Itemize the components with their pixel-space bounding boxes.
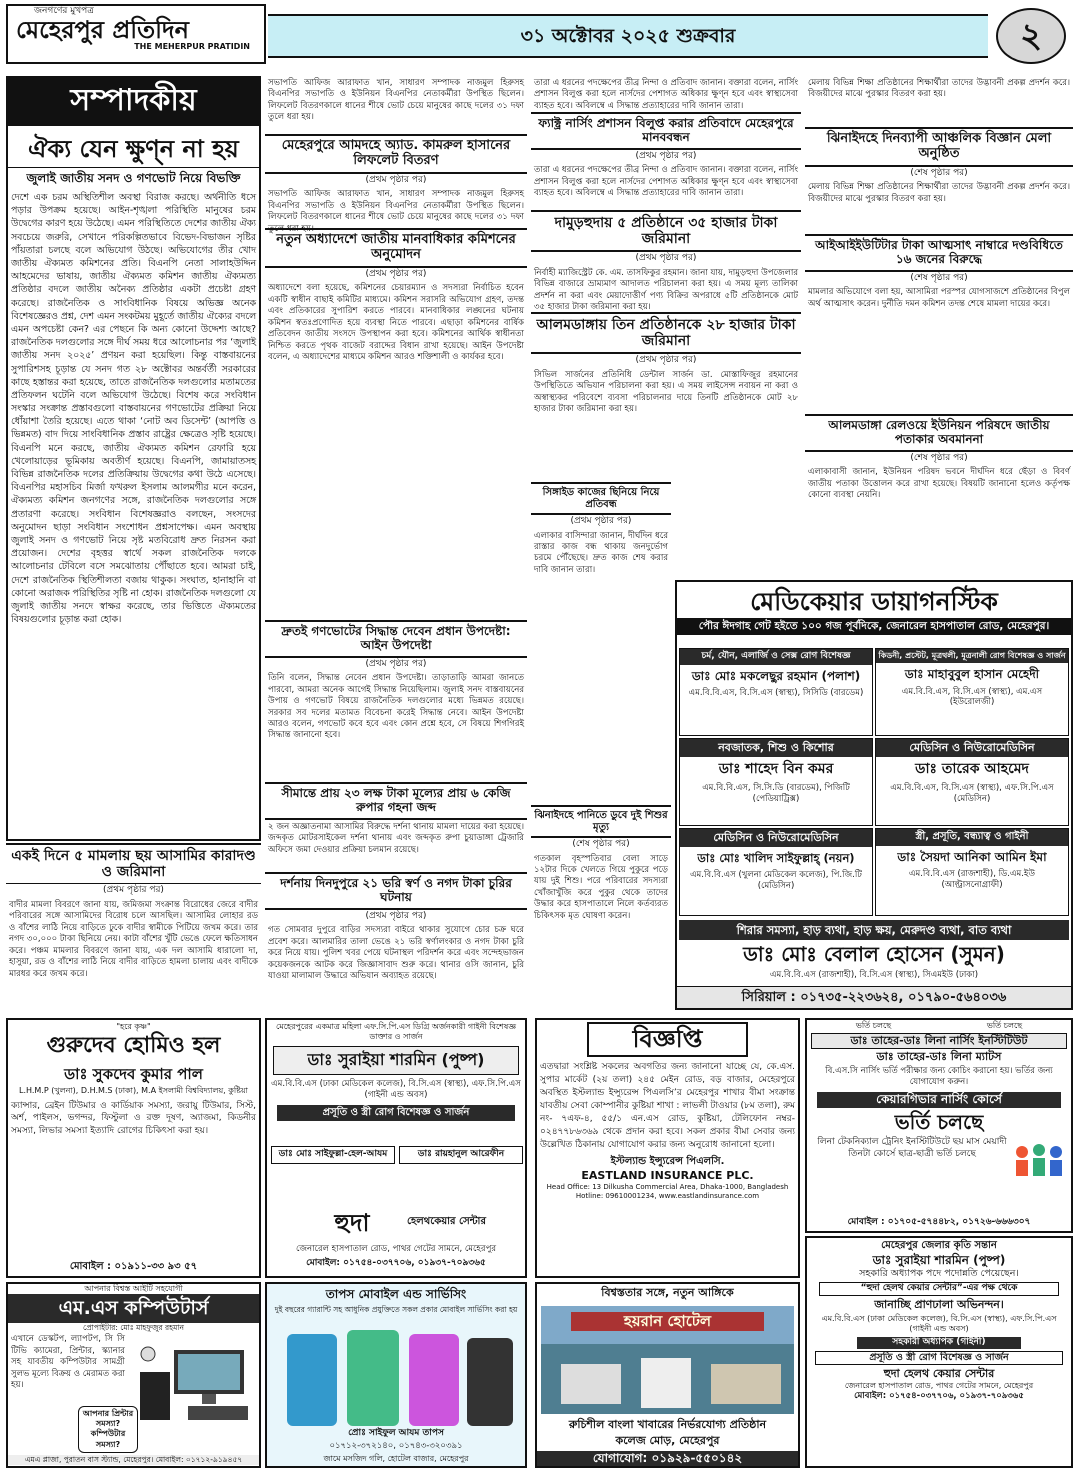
article-headline: আলমডাঙ্গা রেলওয়ে ইউনিয়ন পরিষদে জাতীয় পতাকার অবমাননা: [805, 416, 1073, 452]
news-article: [531, 482, 671, 802]
article-headline: সিঙ্গাইড কাজের ছিনিয়ে নিয়ে প্রতিবন্ধ: [531, 484, 671, 515]
doctor-card: মেডিসিন ও নিউরোমেডিসিন ডাঃ তারেক আহমেদ এম.বি.বি.এস, বি.সি.এস (স্বাস্থ্য), এফ.সি.পি.এস (মেডিসিন): [875, 738, 1069, 826]
news-article: [265, 620, 527, 780]
ad-title: মেডিকেয়ার ডায়াগনস্টিক: [750, 587, 998, 616]
ad-title: তাপস মোবাইল এন্ড সার্ভিসিং: [325, 1287, 467, 1301]
ad-homeo: "হরে কৃষ্ণ" গুরুদেব হোমিও হল ডাঃ সুকদেব কুমার পাল L.H.M.P (খুলনা), D.H.M.S (ঢাকা), M.A ইসলামী বিশ্ববিদ্যালয়, কুষ্টিয়া ক্যান্সার, ব্রেইন টিউমার ও কার্ডিয়াক সমস্যা, জরায়ু টিউমার, সিস্ট, অর্শ, পাইলস, ভগন্দর, ফিস্টুলা ও রক্ত দূষণ, অ্যাজমা, কিডনীর সমস্যা, লিভার সমস্যা ইত্যাদি রোগের চিকিৎসা করা হয়। মোবাইল : ০১৯১১-৩৩ ৯৩ ৫৭: [6, 1018, 261, 1278]
article-byline: (প্রথম পৃষ্ঠার পর): [103, 885, 164, 896]
news-article: [6, 843, 261, 1013]
article-byline: (শেষ পৃষ্ঠার পর): [910, 452, 968, 463]
article-byline: (শেষ পৃষ্ঠার পর): [910, 272, 968, 283]
ad-address: এমএ প্লাজা, পুরাতন বাস স্ট্যান্ড, মেহেরপুর। মোবাইল: ০১৭১২-৯১৯৪৫৭: [8, 1455, 259, 1465]
article-body: তারা এ ধরনের পদক্ষেপের তীব্র নিন্দা ও প্রতিবাদ জানান। বক্তারা বলেন, নার্সিং প্রশাসন বিলুপ্ত করা হলে নার্সদের পেশাগত অধিকার ক্ষুণ্ন হবে এবং স্বাস্থ্যসেবা ব্যাহত হবে। অবিলম্বে এ সিদ্ধান্ত প্রত্যাহারের দাবি জানান তারা।: [534, 78, 798, 111]
doctor-card: কিডনী, প্রস্টেট, মূত্রথলী, মূত্রনালী রোগ বিশেষজ্ঞ ও সার্জন ডাঃ মাহাবুবুল হাসান মেহেদী এম.বি.বি.এস, বি.সি.এস (স্বাস্থ্য), এম.এস (ইউরোলজী): [875, 648, 1069, 736]
ad-title: ডাঃ তাহের-ডাঃ লিনা নার্সিং ইনস্টিটিউট: [811, 1033, 1067, 1049]
hotel-sign: হয়রান হোটেল: [571, 1312, 764, 1331]
article-byline: (প্রথম পৃষ্ঠার পর): [365, 910, 427, 921]
ad-hotel: বিশ্বস্ততার সঙ্গে, নতুন আঙ্গিকে হয়রান হোটেল রুচিশীল বাংলা খাবারের নির্ভরযোগ্য প্রতিষ্ঠান কলেজ মোড়, মেহেরপুর যোগাযোগ: ০১৯২৯-৫৫০১৪২: [535, 1282, 800, 1468]
news-article: [531, 76, 801, 111]
article-headline: সীমান্তে প্রায় ২৩ লক্ষ টাকা মূল্যের প্রায় ৬ কেজি রুপার গহনা জব্দ: [265, 784, 527, 820]
news-article: [265, 134, 527, 234]
ad-congratulations: মেহেরপুর জেলার কৃতি সন্তান ডাঃ সুরাইয়া শারমিন (পুষ্প) সহকারি অধ্যাপক পদে পদোন্নতি পেয়েছেন। “হুদা হেলথ কেয়ার সেন্টার”-এর পক্ষ থেকে জানাচ্ছি প্রাণঢালা অভিনন্দন। এম.বি.বি.এস (ঢাকা মেডিকেল কলেজ), বি.সি.এস (স্বাস্থ্য), এফ.সি.পি.এস (গাইনী এন্ড অবস) সহকারী অধ্যাপক (গাইনী) প্রসূতি ও স্ত্রী রোগ বিশেষজ্ঞ ও সার্জন হুদা হেলথ কেয়ার সেন্টার জেনারেল হাসপাতাল রোড, পাথর গেটের সামনে, মেহেরপুর মোবাইল: ০১৭৫৪-০৩৭৭০৬, ০১৯৩৭-৭০৯৩৬৫: [805, 1236, 1073, 1468]
news-article: [265, 228, 527, 618]
ad-suraiya: মেহেরপুরের একমাত্র মহিলা এফ.সি.পি.এস ডিগ্রি অর্জনকারী গাইনী বিশেষজ্ঞ ডাক্তার ও সার্জন ডাঃ সুরাইয়া শারমিন (পুষ্প) এম.বি.বি.এস (ঢাকা মেডিকেল কলেজ), বি.সি.এস (স্বাস্থ্য), এফ.সি.পি.এস (গাইনী এন্ড অবস) প্রসূতি ও স্ত্রী রোগ বিশেষজ্ঞ ও সার্জন ডাঃ মোঃ সাইফুল্লা-হেল-আযম ডাঃ রায়হানুল আরেফীন হুদা হেলথকেয়ার সেন্টার জেনারেল হাসপাতাল রোড, পাথর গেটের সামনে, মেহেরপুর মোবাইল: ০১৭৫৪-০৩৭৭০৬, ০১৯৩৭-৭০৯৩৬৫: [265, 1018, 527, 1278]
ad-doctor-name: ডাঃ সুকদেব কুমার পাল: [64, 1064, 203, 1083]
article-body: গত সোমবার দুপুরে বাড়ির সদস্যরা বাইরে থাকার সুযোগে চোর চক্র ঘরে প্রবেশ করে। আলমারির তালা ভেঙে ২১ ভরি স্বর্ণালংকার ও নগদ টাকা চুরি করে নিয়ে যায়। পুলিশ খবর পেয়ে ঘটনাস্থল পরিদর্শন করে এবং সন্দেহভাজন কয়েকজনকে আটক করে জিজ্ঞাসাবাদ শুরু করে। থানার ওসি জানান, চুরি যাওয়া মালামাল উদ্ধারে অভিযান অব্যাহত রয়েছে।: [268, 925, 524, 981]
ad-nursing: ভর্তি চলছে ভর্তি চলছে ডাঃ তাহের-ডাঃ লিনা নার্সিং ইনস্টিটিউট ডাঃ তাহের-ডাঃ লিনা ম্যাটস বি.এস.সি নার্সিং ভর্তি পরীক্ষার জন্য কোচিং করানো হয়। ভর্তির জন্য যোগাযোগ করুন। কেয়ারগিভার নার্সিং কোর্সে ভর্তি চলছে লিনা টেকনিক্যাল ট্রেনিং ইনস্টিটিউটে ছয় মাস মেয়াদী তিনটা কোর্সে ছাত্র-ছাত্রী ভর্তি চলছে মোবাইল : ০১৭০৫-৫৭৪৪৮২, ০১৭২৬-৬৬৬৩০৭: [805, 1018, 1073, 1233]
article-body: সভাপতি আফিজ আরাফাত খান, সাধারণ সম্পাদক নাজমুল হিরুসহ বিএনপির সভাপতি ও ইউনিয়ন বিএনপির নেতাকর্মীরা উপস্থিত ছিলেন। লিফলেট বিতরণকালে ধানের শীষে ভোট চেয়ে মানুষের কাছে দলের ৩১ দফা তুলে ধরা হয়।: [268, 189, 524, 234]
ad-mobile: তাপস মোবাইল এন্ড সার্ভিসিং দুই বছরের গ্যারান্টি সহ আধুনিক প্রযুক্তিতে সকল প্রকার মোবাইল সার্ভিসিং করা হয় প্রোঃ সাইফুল আযম তাপস ০১৭১২-৩৭২১৪০, ০১৭৪৩-৩২০৩৯১ জামে মসজিদ গলি, হোটেল বাজার, মেহেরপুর: [265, 1282, 527, 1468]
masthead-subtitle: THE MEHERPUR PRATIDIN: [134, 41, 250, 51]
article-body: বাদীর মামলা বিবরণে জানা যায়, জমিজমা সংক্রান্ত বিরোধের জেরে বাদীর পরিবারের সঙ্গে আসামিদের বিরোধ চলে আসছিল। আসামির লোহার রড ও বাঁশের লাঠি নিয়ে বাড়িতে ঢুকে বাদীর স্বামীকে পিটিয়ে জখম করে। তার নগদ ৩০,০০০ টাকা ছিনিয়ে নেয়। কাটা বাঁশের খুঁটি ভেঙে ফেলে ক্ষতিসাধন করে। পঞ্চম মামলার বিবরণে জানা যায়, এক দল আসামি ধারালো দা, হাসুয়া, রড ও বাঁশের লাঠি নিয়ে বাদীর বাড়িতে হামলা চালায় এবং বাদীকে মারধর করে জখম করে।: [9, 899, 258, 979]
article-body: অধ্যাদেশে বলা হয়েছে, কমিশনের চেয়ারম্যান ও সদস্যরা নির্বাচিত হবেন একটি স্বাধীন বাছাই কমিটির মাধ্যমে। কমিশন সরাসরি অভিযোগ গ্রহণ, তদন্ত এবং প্রতিকারের সুপারিশ করতে পারবে। মানবাধিকার লঙ্ঘনের ঘটনায় কমিশন স্বতঃপ্রণোদিত হয়ে ব্যবস্থা নিতে পারবে। এছাড়া কমিশনের বার্ষিক প্রতিবেদন জাতীয় সংসদে উপস্থাপন করা হবে। কমিশনের আর্থিক স্বাধীনতা নিশ্চিত করতে পৃথক বাজেট বরাদ্দের বিধান রাখা হয়েছে। আইন উপদেষ্টা বলেন, এ অধ্যাদেশের মাধ্যমে কমিশন আরও শক্তিশালী ও কার্যকর হবে।: [268, 283, 524, 363]
ad-doctor-name: ডাঃ মোঃ বেলাল হোসেন (সুমন): [743, 942, 1005, 966]
ad-phone: ০১৭১২-৩৭২১৪০, ০১৭৪৩-৩২০৩৯১: [329, 1441, 463, 1452]
people-logo-icon: [1012, 1140, 1067, 1180]
article-headline: ফ্যাক্ট্র নার্সিং প্রশাসন বিলুপ্ত করার প্রতিবাদে মেহেরপুরে মানববন্ধন: [531, 114, 801, 150]
news-article: [805, 127, 1073, 232]
article-body: এলাকাবাসী জানান, ইউনিয়ন পরিষদ ভবনে দীর্ঘদিন ধরে ছেঁড়া ও বিবর্ণ জাতীয় পতাকা উত্তোলন করে রাখা হয়েছে। বিষয়টি জানানো হলেও কর্তৃপক্ষ কোনো ব্যবস্থা নেয়নি।: [808, 467, 1070, 501]
article-headline: একই দিনে ৫ মামলায় ছয় আসামির কারাদণ্ড ও জরিমানা: [6, 843, 261, 884]
article-byline: (প্রথম পৃষ্ঠার পর): [570, 516, 632, 526]
article-byline: (প্রথম পৃষ্ঠার পর): [635, 253, 697, 264]
ad-brand: EASTLAND INSURANCE PLC.: [581, 1168, 754, 1182]
doctor-card: স্ত্রী, প্রসূতি, বন্ধ্যাত্ব ও গাইনী ডাঃ সৈয়দা আনিকা আমিন ইমা এম.বি.বি.এস (রাজশাহী), ডি.এম.ইউ (আল্ট্রাসনোগ্রাফী): [875, 828, 1069, 916]
article-body: ২ জন অজ্ঞাতনামা আসামির বিরুদ্ধে দর্শনা থানায় মামলা দায়ের করা হয়েছে। জব্দকৃত মোটরসাইকেল দর্শনা থানায় এবং জব্দকৃত রুপা চুয়াডাঙ্গা ট্রেজারি অফিসে জমা দেওয়ার প্রক্রিয়া চলমান রয়েছে।: [268, 821, 524, 855]
article-headline: দামুড়হুদায় ৫ প্রতিষ্ঠানে ৩৫ হাজার টাকা জরিমানা: [531, 212, 801, 252]
ad-address: পৌর ঈদগাহ গেট হইতে ১০০ গজ পূর্বদিকে, জেনারেল হাসপাতাল রোড, মেহেরপুর।: [677, 618, 1071, 635]
ad-medicare-diagnostic: মেডিকেয়ার ডায়াগনস্টিক পৌর ঈদগাহ গেট হইতে ১০০ গজ পূর্বদিকে, জেনারেল হাসপাতাল রোড, মেহেরপুর। চর্ম, যৌন, এলার্জি ও সেক্স রোগ বিশেষজ্ঞ ডাঃ মোঃ মকলেছুর রহমান (পলাশ) এম.বি.বি.এস, বি.সি.এস (স্বাস্থ্য), সিসিডি (বারডেম) কিডনী, প্রস্টেট, মূত্রথলী, মূত্রনালী রোগ বিশেষজ্ঞ ও সার্জন ডাঃ মাহাবুবুল হাসান মেহেদী এম.বি.বি.এস, বি.সি.এস (স্বাস্থ্য), এম.এস (ইউরোলজী) নবজাতক, শিশু ও কিশোর ডাঃ শাহেদ বিন কমর এম.বি.বি.এস, সি.সি.ডি (বারডেম), পিজিটি (পেডিয়াট্রিক্স) মেডিসিন ও নিউরোমেডিসিন ডাঃ তারেক আহমেদ এম.বি.বি.এস, বি.সি.এস (স্বাস্থ্য), এফ.সি.পি.এস (মেডিসিন) মেডিসিন ও নিউরোমেডিসিন ডাঃ মোঃ খালিদ সাইফুল্লাহ্ (নয়ন) এম.বি.বি.এস (খুলনা মেডিকেল কলেজ), পি.জি.টি (মেডিসিন) স্ত্রী, প্রসূতি, বন্ধ্যাত্ব ও গাইনী ডাঃ সৈয়দা আনিকা আমিন ইমা এম.বি.বি.এস (রাজশাহী), ডি.এম.ইউ (আল্ট্রাসনোগ্রাফী) শিরার সমস্যা, হাড় ব্যথা, হাড় ক্ষয়, মেরুদণ্ড ব্যথা, বাত ব্যথা ডাঃ মোঃ বেলাল হোসেন (সুমন) এম.বি.বি.এস (রাজশাহী), বি.সি.এস (স্বাস্থ্য), সিএমইউ (ঢাকা) সিরিয়াল : ০১৭৩৫-২২৩৬২৪, ০১৭৯০-৫৬৪০৩৬: [675, 580, 1073, 1010]
date-bar: [268, 14, 988, 58]
phones-icon: [277, 1328, 517, 1428]
ad-phone: যোগাযোগ: ০১৯২৯-৫৫০১৪২: [537, 1451, 798, 1466]
article-headline: দ্রুতই গণভোটের সিদ্ধান্ত দেবেন প্রধান উপদেষ্টা: আইন উপদেষ্টা: [265, 622, 527, 658]
news-article: [805, 414, 1073, 576]
ad-phone: মোবাইল : ০১৯১১-৩৩ ৯৩ ৫৭: [69, 1261, 198, 1273]
doctor-card: চর্ম, যৌন, এলার্জি ও সেক্স রোগ বিশেষজ্ঞ ডাঃ মোঃ মকলেছুর রহমান (পলাশ) এম.বি.বি.এস, বি.সি.এস (স্বাস্থ্য), সিসিডি (বারডেম): [679, 648, 873, 736]
article-body: মেলায় বিভিন্ন শিক্ষা প্রতিষ্ঠানের শিক্ষার্থীরা তাদের উদ্ভাবনী প্রকল্প প্রদর্শন করে। বিজয়ীদের মাঝে পুরস্কার বিতরণ করা হয়।: [808, 182, 1070, 204]
article-headline: আলমডাঙ্গায় তিন প্রতিষ্ঠানকে ২৮ হাজার টাকা জরিমানা: [531, 314, 801, 354]
ad-phone: মোবাইল: ০১৭৫৪-০৩৭৭০৬, ০১৯৩৭-৭০৯৩৬৫: [306, 1258, 486, 1268]
computer-devices-icon: [136, 1344, 256, 1424]
ad-title: গুরুদেব হোমিও হল: [46, 1033, 221, 1059]
article-body: সিভিল সার্জনের প্রতিনিধি ডেন্টাল সার্জন ডা. মোস্তাফিজুর রহমানের উপস্থিতিতে অভিযান পরিচালনা করা হয়। এ সময় লাইসেন্স নবায়ন না করা ও অস্বাস্থ্যকর পরিবেশে ব্যবসা পরিচালনার দায়ে তিনটি প্রতিষ্ঠানকে মোট ২৮ হাজার টাকা জরিমানা করা হয়।: [534, 369, 798, 415]
hotel-photo: [541, 1306, 794, 1414]
masthead-tagline: জনগণের মুখপত্র: [34, 6, 94, 16]
page-number: ২: [996, 8, 1066, 64]
article-body: এলাকার বাসিন্দারা জানান, দীর্ঘদিন ধরে রাস্তার কাজ বন্ধ থাকায় জনদুর্ভোগ চরমে পৌঁছেছে। দ্রুত কাজ শেষ করার দাবি জানান তারা।: [534, 530, 668, 575]
ad-phone: মোবাইল : ০১৭০৫-৫৭৪৪৮২, ০১৭২৬-৬৬৬৩০৭: [847, 1217, 1031, 1228]
doctor-card: মেডিসিন ও নিউরোমেডিসিন ডাঃ মোঃ খালিদ সাইফুল্লাহ্ (নয়ন) এম.বি.বি.এস (খুলনা মেডিকেল কলেজ), পি.জি.টি (মেডিসিন): [679, 828, 873, 916]
editorial-body: দেশে এক চরম অস্থিতিশীল অবস্থা বিরাজ করছে। অর্থনীতি ধসে পড়ার উপক্রম হয়েছে। আইন-শৃঙ্খলা পরিস্থিতি মানুষের চরম উদ্বেগের কারণ হয়ে উঠেছে। এমন পরিস্থিতিতে দেশের জাতীয় ঐক্য সবচেয়ে জরুরি, সেখানে পরিকল্পিতভাবে বিভেদ-বিভাজন সৃষ্টির পাঁয়তারা চলছে বলে অভিযোগ উঠছে। অভিযোগের তীর খোদ জাতীয় ঐক্যমত কমিশনের প্রতি। বিএনপি নেতা সালাহউদ্দিন আহমেদের ভাষায়, জাতীয় ঐক্যমত কমিশন জাতীয় ঐক্যমত্য প্রতিষ্ঠার বদলে জাতীয় অনৈক্য প্রতিষ্ঠার একটা প্রচেষ্টা গ্রহণ করেছে। রাজনৈতিক ও সাংবিধানিক বিষয়ে অভিজ্ঞ অনেক বিশেষজ্ঞেরও প্রশ্ন, দেশ এমন সংকটময় মুহূর্তে জাতীয় ঐক্যের বদলে এমন অপচেষ্টা কেন? এর পেছনে কি অন্য কোনো উদ্দেশ্য আছে? রাজনৈতিক দলগুলোর সঙ্গে দীর্ঘ সময় ধরে আলোচনার পর ‘জুলাই জাতীয় সনদ ২০২৫’ প্রণয়ন করা হয়েছিল। কিন্তু বাস্তবায়নের সুপারিশসহ চূড়ান্ত যে সনদ গত ২৮ অক্টোবর অন্তর্বর্তী সরকারের কাছে হস্তান্তর করা হয়েছে, তাতে রাজনৈতিক দলগুলোর মতামতের প্রতিফলন ঘটেনি বলে অভিযোগ উঠেছে। বিশেষ করে সংবিধান সংস্কার সংক্রান্ত প্রস্তাবগুলো বাস্তবায়নের গণভোটের প্রক্রিয়া নিয়ে ধোঁয়াশা তৈরি হয়েছে। এতে থাকা ‘নোট অব ডিসেন্ট’ (আপত্তি ও ভিন্নমত) বাদ দিয়ে সাংবিধানিক প্রস্তাব রাষ্ট্রের ক্ষেত্রেও সৃষ্টি হয়েছে। বিএনপি মনে করছে, জাতীয় ঐক্যমত কমিশন রেফারি হয়ে খেলোয়াড়ের ভূমিকায় অবতীর্ণ হয়েছে। বিএনপি, জামায়াতসহ বিভিন্ন রাজনৈতিক দলের প্রতিক্রিয়ায় উদ্বেগের কথা উঠে এসেছে। বিএনপির মহাসচিব মির্জা ফখরুল ইসলাম আলমগীর মনে করেন, ঐক্যমত্য কমিশন জনগণের সঙ্গে, রাজনৈতিক দলগুলোর সঙ্গে প্রতারণা করেছে। সংবিধান বিশেষজ্ঞরাও বলছেন, সংসদের অনুমোদন ছাড়া সংবিধান সংশোধন প্রশ্নসাপেক্ষ। এমন অবস্থায় জুলাই সনদ ও গণভোট নিয়ে সৃষ্ট মতবিরোধ দ্রুত নিরসন করা প্রয়োজন। দেশের বৃহত্তর স্বার্থে সকল রাজনৈতিক দলকে আলোচনার টেবিলে বসে সমঝোতায় পৌঁছাতে হবে। আমরা চাই, দেশে রাজনৈতিক স্থিতিশীলতা বজায় থাকুক। সংঘাত, হানাহানি বা কোনো অরাজক পরিস্থিতির সৃষ্টি না হোক। রাজনৈতিক দলগুলো যে জুলাই জাতীয় সনদে স্বাক্ষর করেছে, তার ভিত্তিতে ঐক্যমতের বিষয়গুলোর চূড়ান্ত করা হোক।: [11, 192, 256, 626]
news-article: [265, 872, 527, 1012]
article-byline: (প্রথম পৃষ্ঠার পর): [365, 174, 427, 185]
article-body: নির্বাহী ম্যাজিস্ট্রেট কে. এম. তাসফিকুর রহমান। জানা যায়, দামুড়হুদা উপজেলার বিভিন্ন বাজারে ভ্রাম্যমাণ আদালত পরিচালনা করা হয়। এ সময় মূল্য তালিকা প্রদর্শন না করা এবং মেয়াদোত্তীর্ণ পণ্য বিক্রির অপরাধে ৫টি প্রতিষ্ঠানকে মোট ৩৫ হাজার টাকা জরিমানা করা হয়।: [534, 267, 798, 313]
article-headline: দর্শনায় দিনদুপুরে ২১ ভরি স্বর্ণ ও নগদ টাকা চুরির ঘটনায়: [265, 874, 527, 910]
news-article: [265, 76, 527, 131]
article-body: মামলার অভিযোগে বলা হয়, আসামিরা পরস্পর যোগসাজশে প্রতিষ্ঠানের বিপুল অর্থ আত্মসাৎ করেন। দুর্নীতি দমন কমিশন তদন্ত শেষে মামলা দায়ের করে।: [808, 287, 1070, 309]
article-body: তারা এ ধরনের পদক্ষেপের তীব্র নিন্দা ও প্রতিবাদ জানান। বক্তারা বলেন, নার্সিং প্রশাসন বিলুপ্ত করা হলে নার্সদের পেশাগত অধিকার ক্ষুণ্ন হবে এবং স্বাস্থ্যসেবা ব্যাহত হবে। অবিলম্বে এ সিদ্ধান্ত প্রত্যাহারের দাবি জানান তারা।: [534, 165, 798, 199]
masthead: [6, 4, 1073, 72]
article-headline: নতুন অধ্যাদেশে জাতীয় মানবাধিকার কমিশনের অনুমোদন: [265, 230, 527, 268]
ad-title: বিজ্ঞপ্তি: [587, 1022, 748, 1057]
article-byline: (প্রথম পৃষ্ঠার পর): [365, 268, 427, 279]
ad-computers: আপনার বিশ্বস্ত আইটি সহযোগী এম.এস কম্পিউটার্স প্রোপাইটার: মোঃ মাহফুজুর রহমান এখানে ডেস্কটপ, ল্যাপটপ, সি সি টিভি ক্যামেরা, প্রিন্টার, স্ক্যানার সহ যাবতীয় কম্পিউটার সামগ্রী সুলভ মূল্যে বিক্রয় ও মেরামত করা হয়। আপনার প্রিন্টার সমস্যা? কম্পিউটার সমস্যা? এমএ প্লাজা, পুরাতন বাস স্ট্যান্ড, মেহেরপুর। মোবাইল: ০১৭১২-৯১৯৪৫৭: [6, 1282, 261, 1468]
issue-date: ৩১ অক্টোবর ২০২৫ শুক্রবার: [520, 25, 736, 47]
article-headline: মেহেরপুরে আমদহে অ্যাড. কামরুল হাসানের লিফলেট বিতরণ: [265, 136, 527, 174]
ad-phone: মোবাইল: ০১৭৫৪-০৩৭৭০৬, ০১৯৩৭-৭০৯৩৬৫: [854, 1391, 1024, 1402]
news-article: [805, 76, 1073, 126]
article-body: সভাপতি আফিজ আরাফাত খান, সাধারণ সম্পাদক নাজমুল হিরুসহ বিএনপির সভাপতি ও ইউনিয়ন বিএনপির নেতাকর্মীরা উপস্থিত ছিলেন। লিফলেট বিতরণকালে ধানের শীষে ভোট চেয়ে মানুষের কাছে দলের ৩১ দফা তুলে ধরা হয়।: [268, 78, 524, 123]
article-byline: (প্রথম পৃষ্ঠার পর): [635, 355, 697, 366]
ad-notice: বিজ্ঞপ্তি এতদ্বারা সংশ্লিষ্ট সকলের অবগতির জন্য জানানো যাচ্ছে যে, কে.এস. সুপার মার্কেট (২য় তলা) ২৪৫ মেইন রোড, বড় বাজার, মেহেরপুরে অবস্থিত ইস্টল্যান্ড ইন্স্যুরেন্স পিএলসি’র মেহেরপুর শাখার বীমা সংক্রান্ত যাবতীয় সেবা কোম্পানীর কুষ্টিয়া শাখা : লাভলী টাওয়ার (৮ম তলা), রুম নং- ৭এফ-৪, ৫৫/১ এন.এস রোড, কুষ্টিয়া, টেলিফোন নম্বর- ০২৪৭৭৮৬৩৬৯ থেকে প্রদান করা হবে। সকল প্রকার বীমা সেবার জন্য উল্লেখিত ঠিকানায় যোগাযোগ করার জন্য অনুরোধ জানানো হলো। ইস্টল্যান্ড ইন্স্যুরেন্স পিএলসি. EASTLAND INSURANCE PLC. Head Office: 13 Dilkusha Commercial Area, Dhaka-1000, Bangladesh Hotline: 09610001234, www.eastlandinsurance.com: [535, 1018, 800, 1278]
article-byline: (শেষ পৃষ্ঠার পর): [572, 839, 630, 849]
ad-doctor-name: ডাঃ সুরাইয়া শারমিন (পুষ্প): [872, 1252, 1006, 1267]
ad-specialty: শিরার সমস্যা, হাড় ব্যথা, হাড় ক্ষয়, মেরুদণ্ড ব্যথা, বাত ব্যথা: [679, 920, 1069, 940]
news-article: [531, 805, 671, 1013]
news-article: [805, 234, 1073, 412]
article-headline: ঝিনাইদহে পানিতে ডুবে দুই শিশুর মৃত্যু: [531, 807, 671, 838]
article-body: মেলায় বিভিন্ন শিক্ষা প্রতিষ্ঠানের শিক্ষার্থীরা তাদের উদ্ভাবনী প্রকল্প প্রদর্শন করে। বিজয়ীদের মাঝে পুরস্কার বিতরণ করা হয়।: [808, 78, 1070, 100]
article-headline: ঝিনাইদহে দিনব্যাপী আঞ্চলিক বিজ্ঞান মেলা অনুষ্ঠিত: [805, 129, 1073, 167]
news-article: [531, 210, 801, 313]
editorial-kicker: জুলাই জাতীয় সনদ ও গণভোট নিয়ে বিভক্তি: [26, 170, 241, 185]
article-headline: আইআইইউটিটার টাকা আত্মসাৎ নাম্বারে দণ্ডবিধিতে ১৬ জনের বিরুদ্ধে: [805, 236, 1073, 272]
editorial-section-title: সম্পাদকীয়: [8, 78, 259, 126]
masthead-title: মেহেরপুর প্রতিদিন: [16, 15, 189, 44]
news-article: [531, 112, 801, 208]
editorial-headline: ঐক্য যেন ক্ষুণ্ন না হয়: [8, 126, 259, 168]
article-body: গতকাল বৃহস্পতিবার বেলা সাড়ে ১২টার দিকে খেলতে গিয়ে পুকুরে পড়ে যায় দুই শিশু। পরে পরিবারের সদস্যরা খোঁজাখুঁজি করে পুকুর থেকে তাদের উদ্ধার করে হাসপাতালে নিলে কর্তব্যরত চিকিৎসক মৃত ঘোষণা করেন।: [534, 853, 668, 921]
news-article: [531, 312, 801, 480]
ad-brand: হুদা: [334, 1209, 370, 1237]
article-byline: (শেষ পৃষ্ঠার পর): [910, 167, 968, 178]
doctor-card: নবজাতক, শিশু ও কিশোর ডাঃ শাহেদ বিন কমর এম.বি.বি.এস, সি.সি.ডি (বারডেম), পিজিটি (পেডিয়াট্রিক্স): [679, 738, 873, 826]
article-byline: (প্রথম পৃষ্ঠার পর): [635, 150, 697, 161]
ad-doctor-name: ডাঃ সুরাইয়া শারমিন (পুষ্প): [273, 1046, 519, 1074]
ad-phone: সিরিয়াল : ০১৭৩৫-২২৩৬২৪, ০১৭৯০-৫৬৪০৩৬: [677, 986, 1071, 1008]
editorial: [6, 76, 261, 841]
ad-title: এম.এস কম্পিউটার্স: [8, 1294, 259, 1322]
article-byline: (প্রথম পৃষ্ঠার পর): [365, 658, 427, 669]
article-body: তিনি বলেন, সিদ্ধান্ত নেবেন প্রধান উপদেষ্টা। তাড়াতাড়ি আমরা জানতে পারবো, আমরা অনেক আগেই সিদ্ধান্ত নিয়েছিলাম। জুলাই সনদ বাস্তবায়নের উপায় ও গণভোট বিষয়ে রাজনৈতিক দলগুলোর মধ্যে ভিন্নমত রয়েছে। সরকার সব দলের মতামত বিবেচনা করেই সিদ্ধান্ত নেবে। আইন উপদেষ্টা আরও বলেন, গণভোট কবে হবে এবং কোন প্রশ্নে হবে, সে বিষয়ে শিগগিরই সিদ্ধান্ত জানানো হবে।: [268, 673, 524, 741]
news-article: [265, 782, 527, 870]
